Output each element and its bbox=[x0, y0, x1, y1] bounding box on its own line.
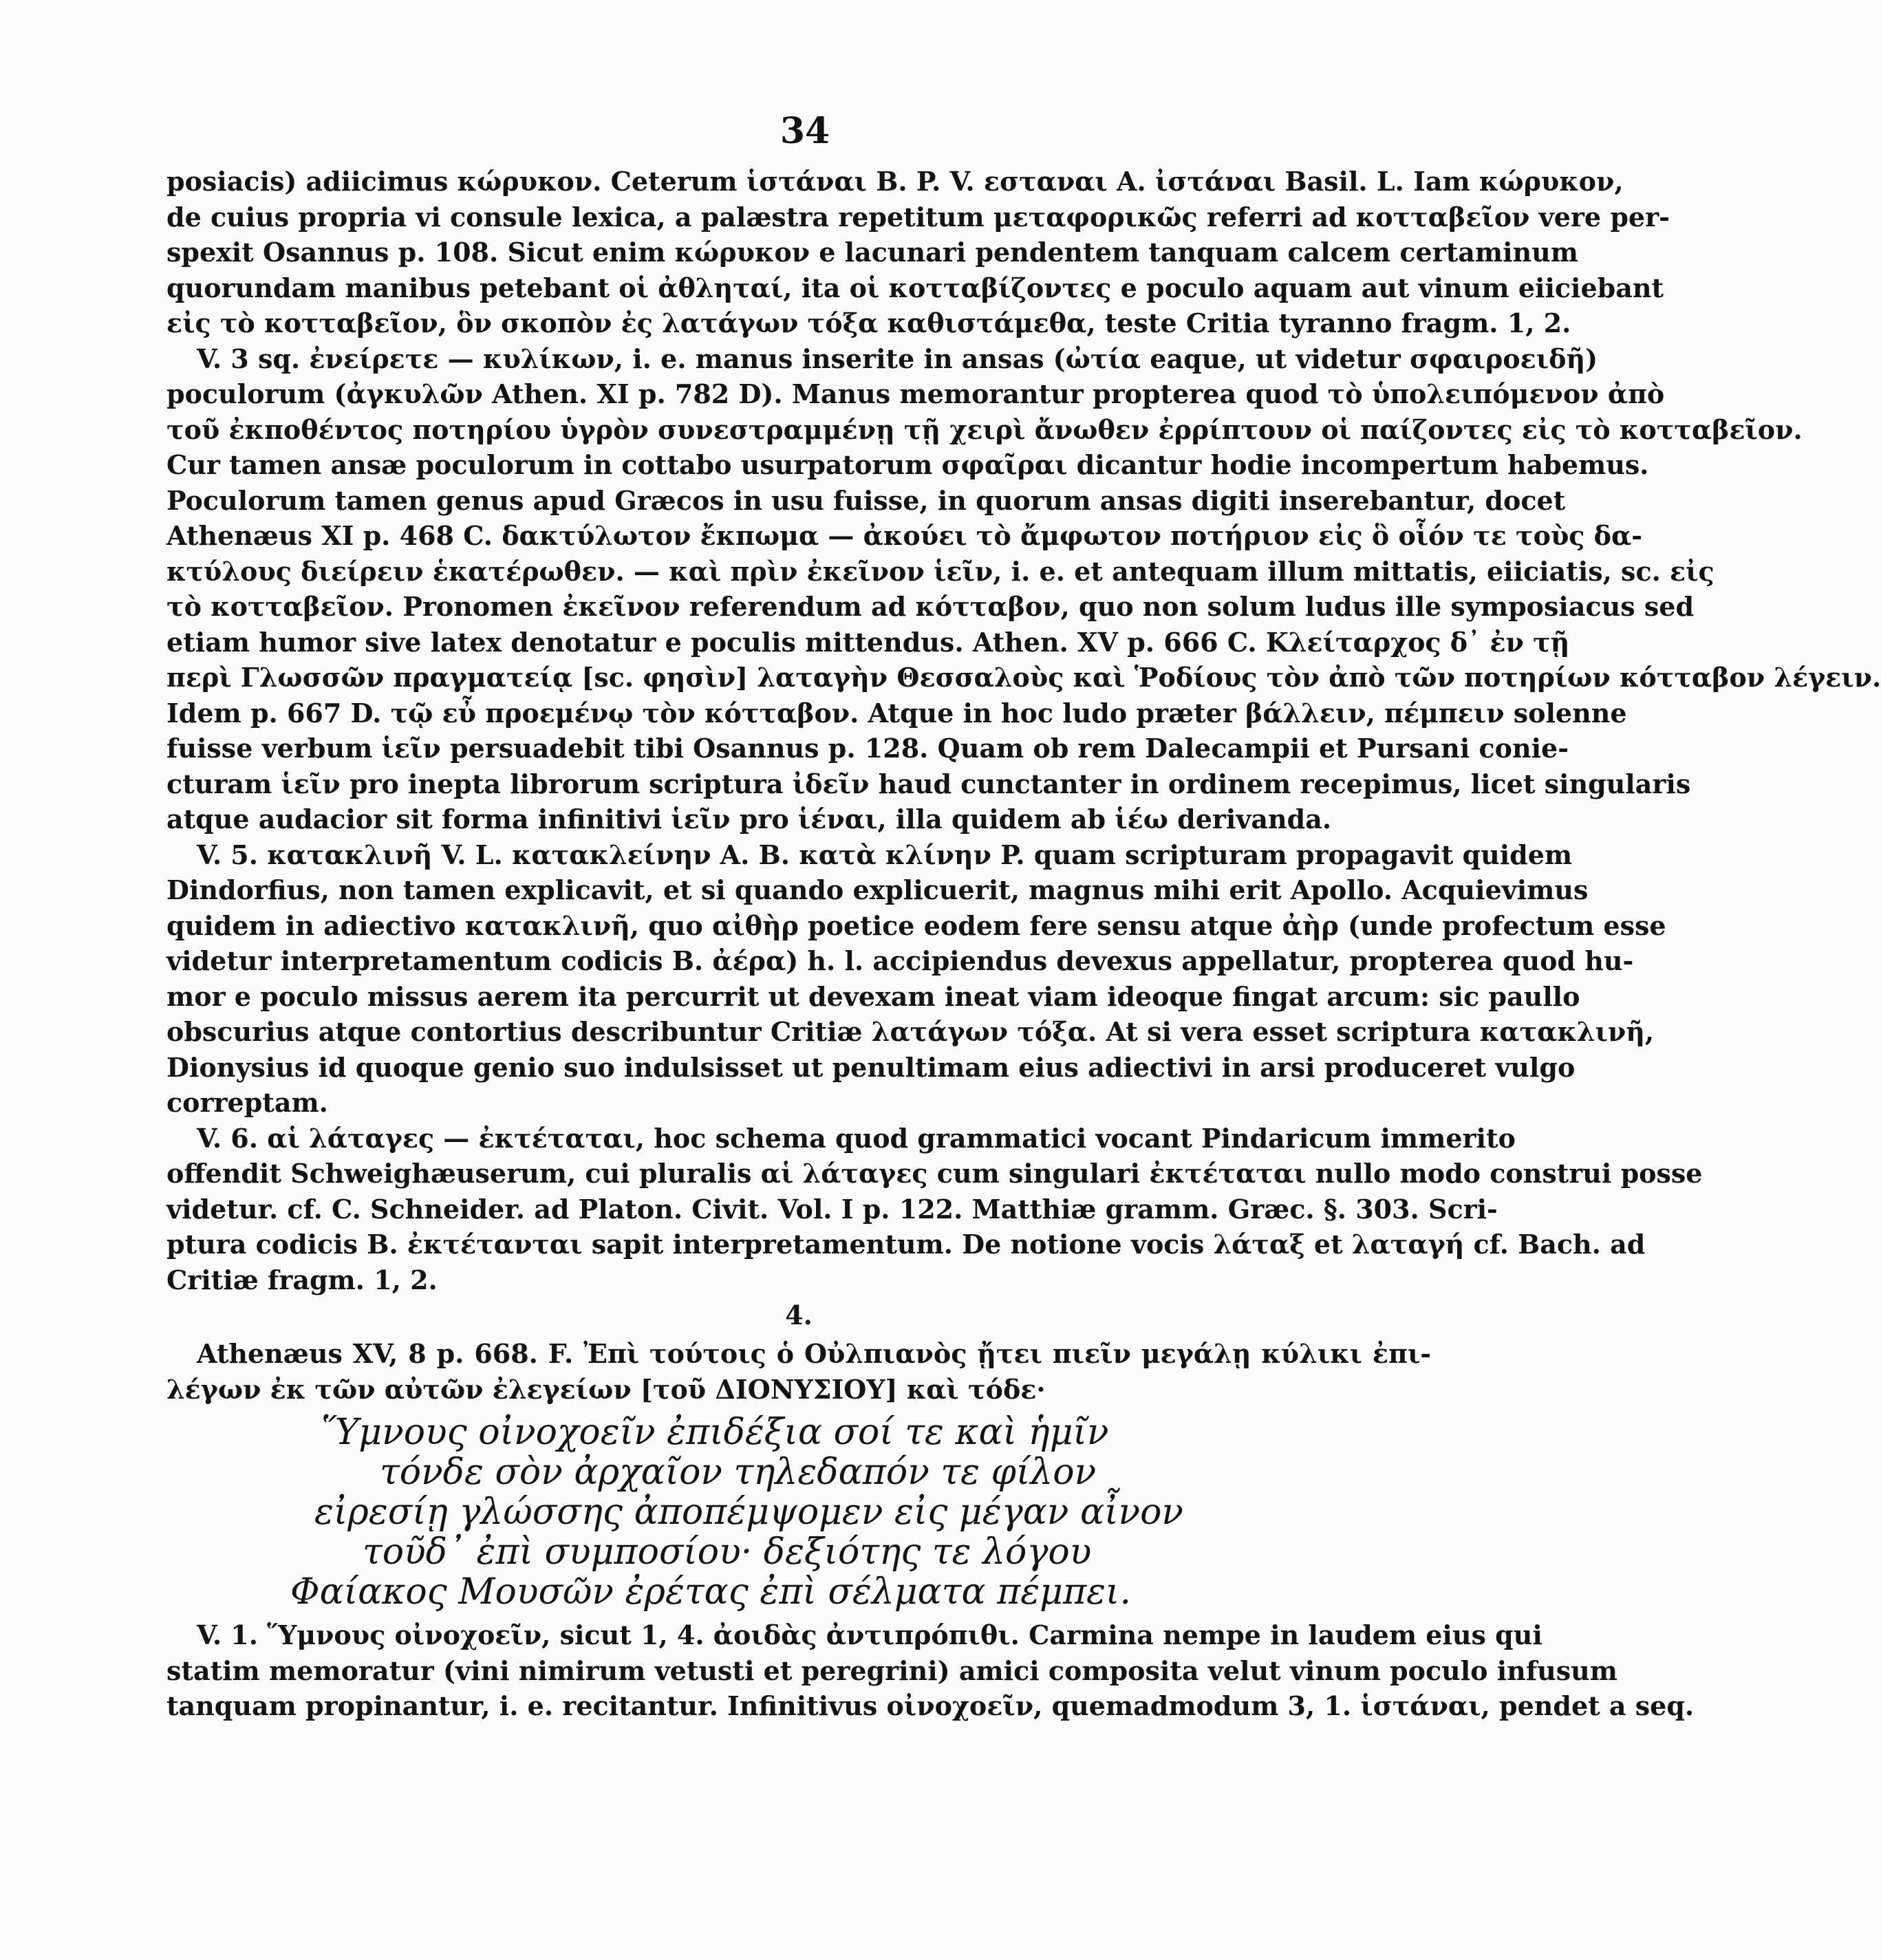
text-line: obscurius atque contortius describuntur Critiæ λατάγων τόξα. At si vera esset scriptura κατακλινῆ, bbox=[166, 1016, 1655, 1047]
text-line: posiacis) adiicimus κώρυκον. Ceterum ἱστάναι B. P. V. εσταναι A. ἰστάναι Basil. L. Iam κώρυκον, bbox=[166, 166, 1624, 197]
text-line: offendit Schweighæuserum, cui pluralis αἱ λάταγες cum singulari ἐκτέταται nullo modo construi posse bbox=[166, 1158, 1703, 1189]
text-line: V. 1. Ὕμνους οἰνοχοεῖν, sicut 1, 4. ἀοιδὰς ἀντιπρόπιθι. Carmina nempe in laudem eius qui bbox=[197, 1619, 1543, 1650]
text-line: ptura codicis B. ἐκτέτανται sapit interpretamentum. De notione vocis λάταξ et λαταγή cf. Bach. ad bbox=[166, 1229, 1646, 1260]
body-text bbox=[166, 164, 1881, 1724]
text-line: cturam ἱεῖν pro inepta librorum scriptura ἰδεῖν haud cunctanter in ordinem recepimus, licet singularis bbox=[166, 768, 1691, 799]
text-line: Idem p. 667 D. τῷ εὖ προεμένῳ τὸν κότταβον. Atque in hoc ludo præter βάλλειν, πέμπειν solenne bbox=[166, 697, 1627, 729]
text-line: κτύλους διείρειν ἑκατέρωθεν. — καὶ πρὶν ἐκεῖνον ἱεῖν, i. e. et antequam illum mittatis, eiiciatis, sc. εἰς bbox=[166, 555, 1715, 587]
text-line: quorundam manibus petebant οἱ ἀθληταί, ita οἱ κοτταβίζοντες e poculo aquam aut vinum eiiciebant bbox=[166, 272, 1664, 303]
verse-line: Φαίακος Μουσῶν ἐρέτας ἐπὶ σέλματα πέμπει. bbox=[290, 1571, 1131, 1613]
verse-line: τόνδε σὸν ἀρχαῖον τηλεδαπόν τε φίλον bbox=[380, 1452, 1097, 1493]
text-line: Dionysius id quoque genio suo indulsisset ut penultimam eius adiectivi in arsi produceret vulgo bbox=[166, 1051, 1576, 1083]
text-line: τὸ κοτταβεῖον. Pronomen ἐκεῖνον referendum ad κότταβον, quo non solum ludus ille symposiacus sed bbox=[166, 591, 1695, 622]
text-line: tanquam propinantur, i. e. recitantur. Infinitivus οἰνοχοεῖν, quemadmodum 3, 1. ἱστάναι, pendet a seq. bbox=[166, 1690, 1695, 1721]
text-line: poculorum (ἀγκυλῶν Athen. XI p. 782 D). Manus memorantur propterea quod τὸ ὑπολειπόμενον ἀπὸ bbox=[166, 378, 1665, 409]
text-line: εἰς τὸ κοτταβεῖον, ὃν σκοπὸν ἐς λατάγων τόξα καθιστάμεθα, teste Critia tyranno fragm. 1, 2. bbox=[166, 308, 1571, 338]
text-line: V. 3 sq. ἐνείρετε — κυλίκων, i. e. manus inserite in ansas (ὠτία eaque, ut videtur σφαιροειδῆ) bbox=[197, 343, 1598, 374]
verse-gap bbox=[166, 1612, 1431, 1617]
text-line: correptam. bbox=[166, 1087, 328, 1118]
text-line: spexit Osannus p. 108. Sicut enim κώρυκον e lacunari pendentem tanquam calcem certaminum bbox=[166, 237, 1578, 268]
text-line: atque audacior sit forma infinitivi ἱεῖν pro ἱέναι, illa quidem ab ἱέω derivanda. bbox=[166, 804, 1332, 834]
text-line: de cuius propria vi consule lexica, a palæstra repetitum μεταφορικῶς referri ad κοτταβεῖον vere per- bbox=[166, 201, 1670, 233]
text-line: Dindorfius, non tamen explicavit, et si quando explicuerit, magnus mihi erit Apollo. Acquievimus bbox=[166, 874, 1589, 905]
verse-line: τοῦδ᾽ ἐπὶ συμποσίου· δεξιότης τε λόγου bbox=[363, 1531, 1092, 1573]
page-number: 34 bbox=[780, 110, 830, 152]
text-line: videtur interpretamentum codicis B. ἀέρα) h. l. accipiendus devexus appellatur, propterea quod hu- bbox=[166, 945, 1634, 976]
section-line: Athenæus XV, 8 p. 668. F. Ἐπὶ τούτοις ὁ Οὐλπιανὸς ᾔτει πιεῖν μεγάλῃ κύλικι ἐπι- bbox=[197, 1338, 1431, 1369]
text-line: etiam humor sive latex denotatur e poculis mittendus. Athen. XV p. 666 C. Κλείταρχος δ᾽ ἐν τῇ bbox=[166, 626, 1570, 658]
text-line: Critiæ fragm. 1, 2. bbox=[166, 1264, 438, 1295]
text-line: Cur tamen ansæ poculorum in cottabo usurpatorum σφαῖραι dicantur hodie incompertum habemus. bbox=[166, 449, 1649, 480]
text-line: περὶ Γλωσσῶν πραγματείᾳ [sc. φησὶν] λαταγὴν Θεσσαλοὺς καὶ Ῥοδίους τὸν ἀπὸ τῶν ποτηρίων κότταβον λέγειν. bbox=[166, 662, 1881, 693]
section-line: λέγων ἐκ τῶν αὐτῶν ἐλεγείων [τοῦ ΔΙΟΝΥΣΙΟΥ] καὶ τόδε· bbox=[166, 1373, 1046, 1405]
text-line: fuisse verbum ἱεῖν persuadebit tibi Osannus p. 128. Quam ob rem Dalecampii et Pursani conie- bbox=[166, 733, 1569, 764]
text-line: V. 5. κατακλινῆ V. L. κατακλείνην A. B. κατὰ κλίνην P. quam scripturam propagavit quidem bbox=[197, 839, 1573, 870]
text-line: Poculorum tamen genus apud Græcos in usu fuisse, in quorum ansas digiti inserebantur, docet bbox=[166, 484, 1566, 516]
text-line: statim memoratur (vini nimirum vetusti et peregrini) amici composita velut vinum poculo infusum bbox=[166, 1655, 1618, 1686]
text-line: videtur. cf. C. Schneider. ad Platon. Civit. Vol. I p. 122. Matthiæ gramm. Græc. §. 303. Scri- bbox=[166, 1193, 1498, 1225]
verse-line: Ὕμνους οἰνοχοεῖν ἐπιδέξια σοί τε καὶ ἡμῖν bbox=[321, 1412, 1109, 1453]
text-line: quidem in adiectivo κατακλινῆ, quo αἰθὴρ poetice eodem fere sensu atque ἀὴρ (unde profectum esse bbox=[166, 909, 1666, 941]
text-line: Athenæus XI p. 468 C. δακτύλωτον ἔκπωμα — ἀκούει τὸ ἄμφωτον ποτήριον εἰς ὃ οἷόν τε τοὺς δα- bbox=[166, 520, 1643, 551]
verse-line: εἰρεσίῃ γλώσσης ἀποπέμψομεν εἰς μέγαν αἶνον bbox=[314, 1491, 1183, 1533]
text-line: V. 6. αἱ λάταγες — ἐκτέταται, hoc schema quod grammatici vocant Pindaricum immerito bbox=[197, 1122, 1516, 1154]
section-number: 4. bbox=[785, 1300, 813, 1331]
text-line: τοῦ ἐκποθέντος ποτηρίου ὑγρὸν συνεστραμμένῃ τῇ χειρὶ ἄνωθεν ἐρρίπτουν οἱ παίζοντες εἰς τὸ κοτταβεῖον. bbox=[166, 413, 1803, 445]
text-line: mor e poculo missus aerem ita percurrit ut devexam ineat viam ideoque fingat arcum: sic paullo bbox=[166, 980, 1580, 1012]
